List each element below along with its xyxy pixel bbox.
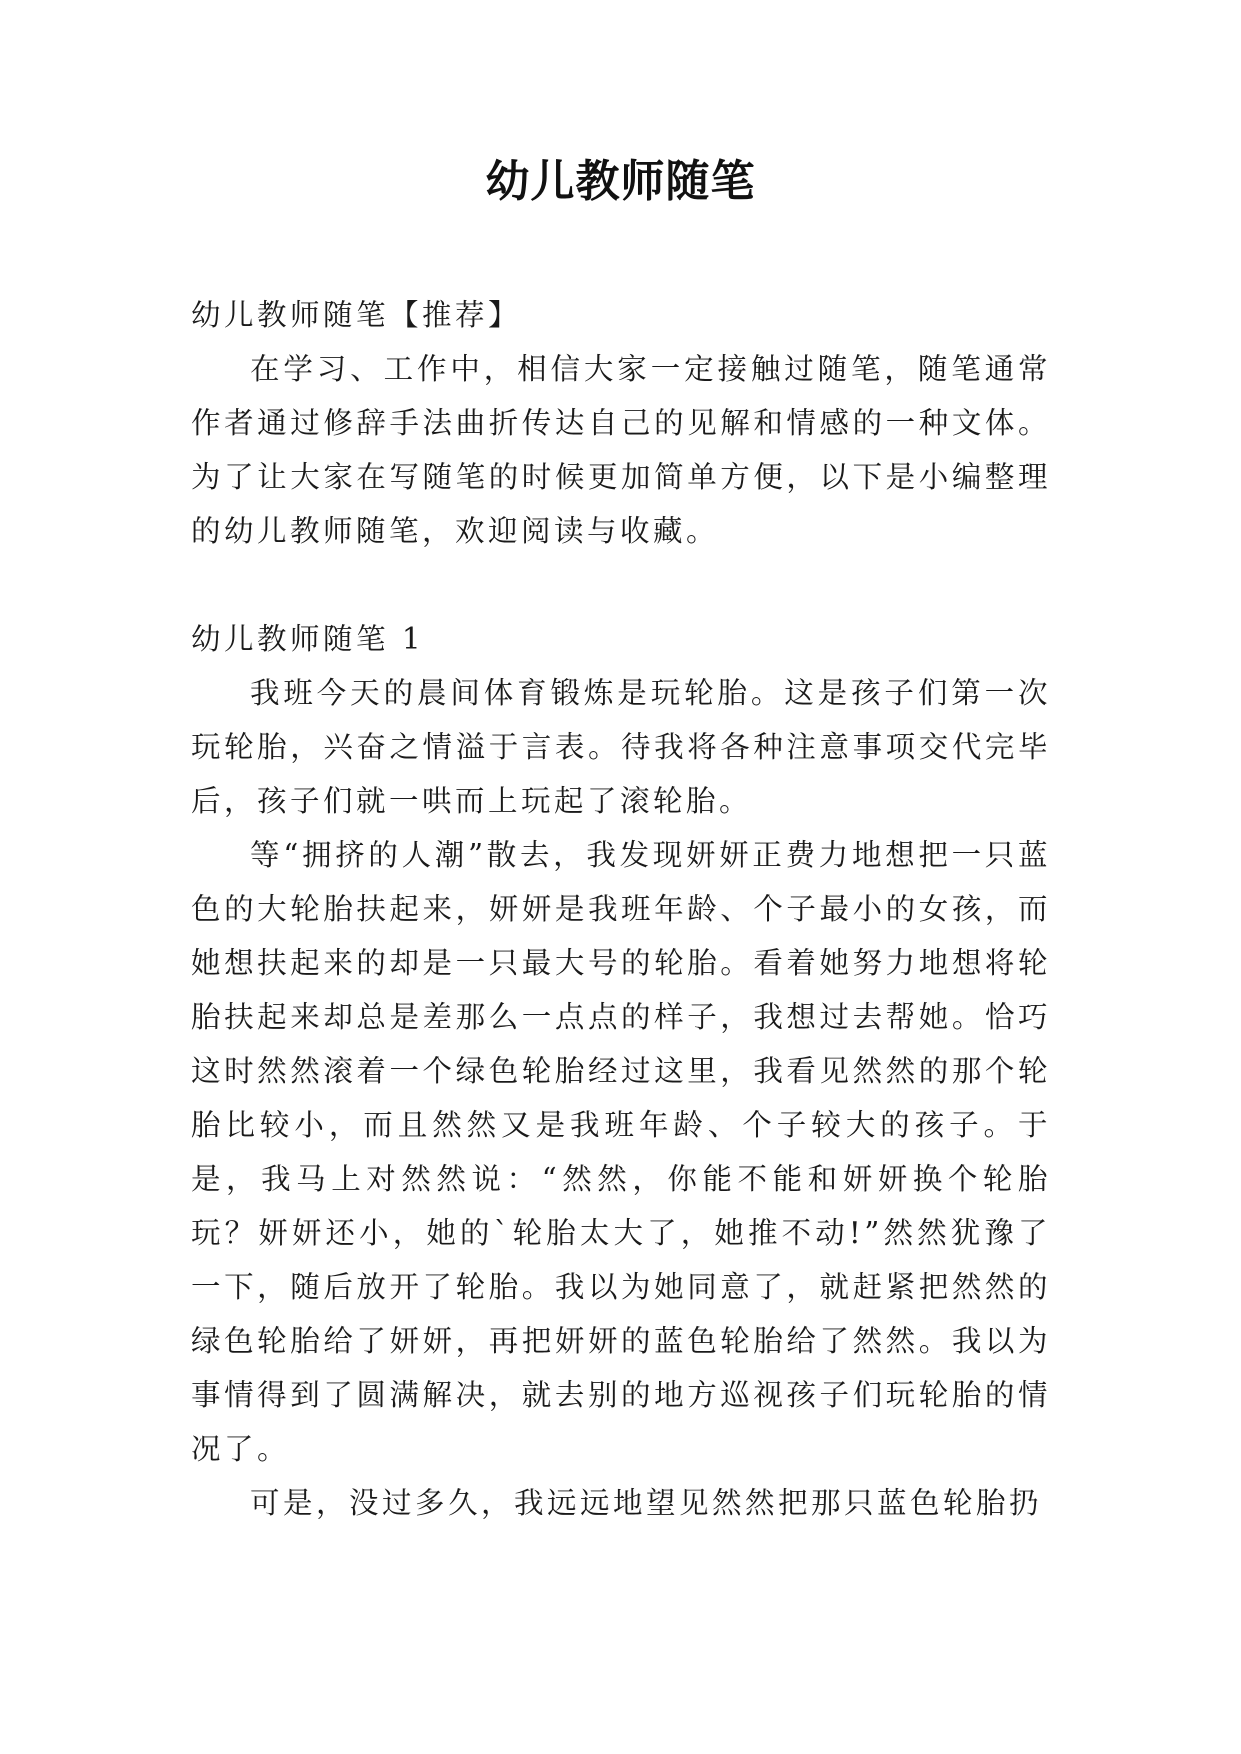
body-paragraph: 等“拥挤的人潮”散去，我发现妍妍正费力地想把一只蓝色的大轮胎扶起来，妍妍是我班年龄、个子最小的女孩，而她想扶起来的却是一只最大号的轮胎。看着她努力地想将轮胎扶起来却总是差那么一点点的样子，我想过去帮她。恰巧这时然然滚着一个绿色轮胎经过这里，我看见然然的那个轮胎比较小，而且然然又是我班年龄、个子较大的孩子。于是，我马上对然然说：“然然，你能不能和妍妍换个轮胎玩？妍妍还小，她的`轮胎太大了，她推不动!”然然犹豫了一下，随后放开了轮胎。我以为她同意了，就赶紧把然然的绿色轮胎给了妍妍，再把妍妍的蓝色轮胎给了然然。我以为事情得到了圆满解决，就去别的地方巡视孩子们玩轮胎的情况了。 xyxy=(191,838,1051,1466)
section-heading: 幼儿教师随笔 1 xyxy=(191,622,425,656)
body-paragraph: 可是，没过多久，我远远地望见然然把那只蓝色轮胎扔 xyxy=(250,1486,1043,1520)
section-spacer xyxy=(191,558,1051,612)
intro-paragraph: 在学习、工作中，相信大家一定接触过随笔，随笔通常作者通过修辞手法曲折传达自己的见解和情感的一种文体。为了让大家在写随笔的时候更加简单方便，以下是小编整理的幼儿教师随笔，欢迎阅读与收藏。 xyxy=(191,352,1051,548)
document-title: 幼儿教师随笔 xyxy=(485,156,756,207)
body-paragraph: 我班今天的晨间体育锻炼是玩轮胎。这是孩子们第一次玩轮胎，兴奋之情溢于言表。待我将各种注意事项交代完毕后，孩子们就一哄而上玩起了滚轮胎。 xyxy=(191,676,1051,818)
intro-heading: 幼儿教师随笔【推荐】 xyxy=(191,298,522,332)
document-body xyxy=(191,288,1051,1530)
